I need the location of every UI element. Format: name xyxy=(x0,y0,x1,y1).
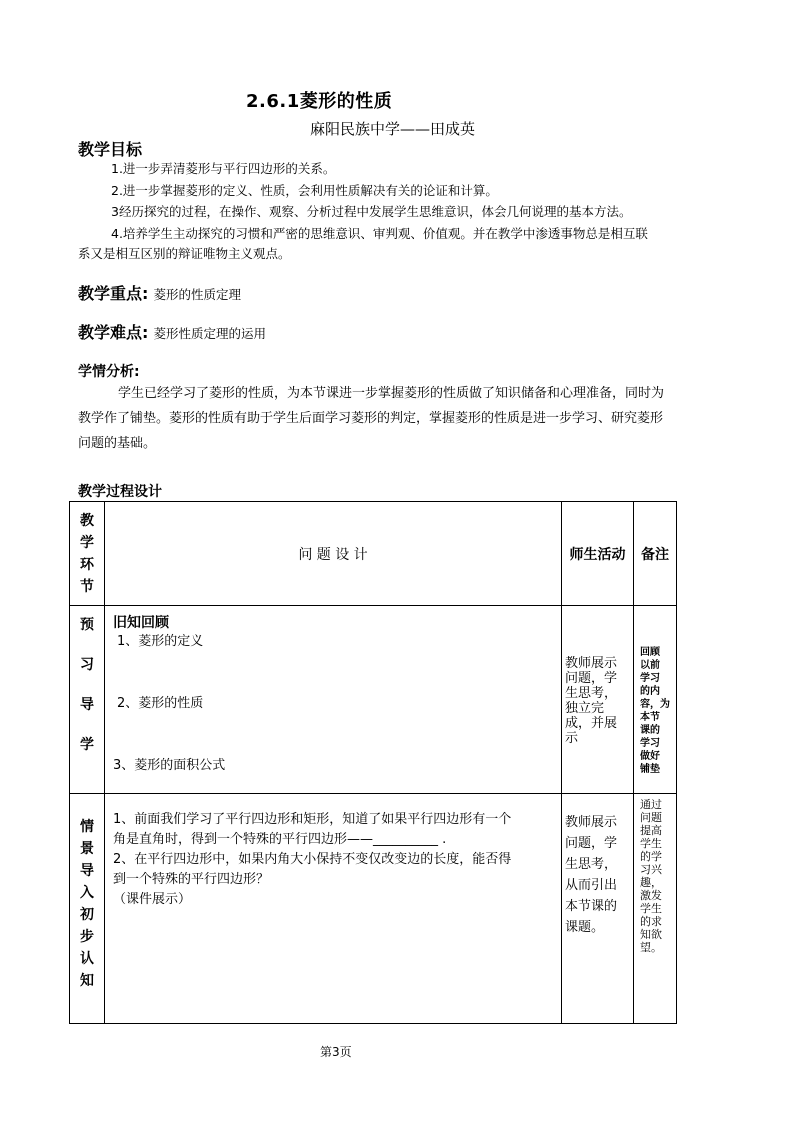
remark-line: 学生 xyxy=(640,902,662,915)
activity-line: 问题，学 xyxy=(565,671,618,686)
process-heading: 教学过程设计 xyxy=(78,484,162,500)
remark-line: 的学 xyxy=(640,850,662,863)
row1-q1: 1、菱形的定义 xyxy=(117,634,204,649)
stage-char: 入 xyxy=(80,885,94,901)
row2-remark xyxy=(634,794,677,1024)
row2-stage xyxy=(70,794,105,1024)
row1-question xyxy=(105,606,562,794)
activity-line: 问题，学 xyxy=(565,836,618,851)
header-question: 问 题 设 计 xyxy=(105,502,562,606)
row2-line: 到一个特殊的平行四边形？ xyxy=(113,872,270,887)
remark-line: 学生 xyxy=(640,837,662,850)
header-stage-char: 学 xyxy=(80,534,94,551)
difficulty xyxy=(78,320,266,343)
remark-line: 容，为 xyxy=(640,699,670,710)
stage-char: 习 xyxy=(80,657,94,673)
row2-line: 1、前面我们学习了平行四边形和矩形，知道了如果平行四边形有一个 xyxy=(113,812,512,827)
activity-line: 生思考， xyxy=(565,857,618,872)
row1-activity xyxy=(562,606,634,794)
stage-char: 知 xyxy=(80,973,94,989)
remark-line: 知欲 xyxy=(640,928,662,941)
key-point-text: 菱形的性质定理 xyxy=(153,287,242,302)
page-number: 第3页 xyxy=(320,1045,352,1059)
remark-line: 学习 xyxy=(640,738,660,749)
activity-line: 独立完 xyxy=(565,701,605,716)
document-title: 2.6.1菱形的性质 xyxy=(246,91,393,112)
table-row xyxy=(70,606,677,794)
row1-q2: 2、菱形的性质 xyxy=(117,696,204,711)
difficulty-heading: 教学难点: xyxy=(78,323,149,342)
header-activity: 师生活动 xyxy=(562,502,634,606)
row2-line: 2、在平行四边形中，如果内角大小保持不变仅改变边的长度，能否得 xyxy=(113,852,512,867)
header-stage-char: 节 xyxy=(80,578,94,595)
key-point xyxy=(78,281,241,304)
row1-stage xyxy=(70,606,105,794)
objective-4: 4.培养学生主动探究的习惯和严密的思维意识、审判观、价值观。并在教学中渗透事物总是相互联 xyxy=(111,226,648,241)
stage-char: 导 xyxy=(80,863,94,879)
activity-line: 成，并展 xyxy=(565,716,618,731)
difficulty-text: 菱形性质定理的运用 xyxy=(153,326,267,341)
remark-line: 以前 xyxy=(640,660,660,671)
analysis-line-1: 学生已经学习了菱形的性质，为本节课进一步掌握菱形的性质做了知识储备和心理准备，同时为 xyxy=(118,386,665,401)
author-line: 麻阳民族中学——田成英 xyxy=(310,120,476,138)
activity-line: 示 xyxy=(565,731,579,746)
activity-line: 本节课的 xyxy=(565,899,618,914)
analysis-line-3: 问题的基础。 xyxy=(78,436,157,451)
activity-line: 教师展示 xyxy=(565,815,618,830)
remark-line: 趣， xyxy=(640,876,662,889)
activity-line: 课题。 xyxy=(565,920,605,935)
activity-line: 教师展示 xyxy=(565,656,618,671)
process-table xyxy=(69,501,677,1024)
objective-4-cont: 系又是相互区别的辩证唯物主义观点。 xyxy=(78,246,291,261)
activity-line: 生思考， xyxy=(565,686,618,701)
remark-line: 习兴 xyxy=(640,863,662,876)
stage-char: 预 xyxy=(80,617,94,633)
stage-char: 认 xyxy=(80,951,94,967)
row2-activity xyxy=(562,794,634,1024)
row1-remark xyxy=(634,606,677,794)
remark-line: 铺垫 xyxy=(640,764,660,775)
stage-char: 情 xyxy=(80,819,94,835)
header-stage-char: 环 xyxy=(80,556,94,573)
objectives-heading: 教学目标 xyxy=(78,140,143,159)
remark-line: 学习 xyxy=(640,673,660,684)
header-remark: 备注 xyxy=(634,502,677,606)
remark-line: 课的 xyxy=(640,725,660,736)
table-header-row xyxy=(70,502,677,606)
table-row xyxy=(70,794,677,1024)
remark-line: 通过 xyxy=(640,798,662,811)
stage-char: 步 xyxy=(80,929,94,945)
header-stage xyxy=(70,502,105,606)
row1-subtitle: 旧知回顾 xyxy=(113,615,169,631)
remark-line: 激发 xyxy=(640,889,662,902)
stage-char: 导 xyxy=(80,697,94,713)
row2-line: 角是直角时，得到一个特殊的平行四边形——__________ . xyxy=(113,832,447,847)
remark-line: 望。 xyxy=(640,941,662,954)
remark-line: 提高 xyxy=(640,824,662,837)
objective-3: 3经历探究的过程，在操作、观察、分析过程中发展学生思维意识，体会几何说理的基本方法。 xyxy=(111,204,632,219)
objective-2: 2.进一步掌握菱形的定义、性质，会利用性质解决有关的论证和计算。 xyxy=(111,183,498,198)
analysis-line-2: 教学作了铺垫。菱形的性质有助于学生后面学习菱形的判定，掌握菱形的性质是进一步学习、研究菱形 xyxy=(78,411,664,426)
stage-char: 初 xyxy=(80,907,94,923)
row1-q3: 3、菱形的面积公式 xyxy=(113,758,226,773)
remark-line: 做好 xyxy=(640,751,660,762)
row2-question xyxy=(105,794,562,1024)
stage-char: 学 xyxy=(80,737,94,753)
remark-line: 问题 xyxy=(640,811,662,824)
objective-1: 1.进一步弄清菱形与平行四边形的关系。 xyxy=(111,161,336,176)
remark-line: 的求 xyxy=(640,915,662,928)
analysis-heading: 学情分析: xyxy=(78,364,140,380)
activity-line: 从而引出 xyxy=(565,878,618,893)
remark-line: 回顾 xyxy=(640,647,660,658)
key-point-heading: 教学重点: xyxy=(78,284,149,303)
row2-line: （课件展示） xyxy=(113,892,192,907)
remark-line: 本节 xyxy=(640,712,660,723)
header-stage-char: 教 xyxy=(80,512,94,529)
stage-char: 景 xyxy=(80,841,94,857)
remark-line: 的内 xyxy=(640,686,660,697)
